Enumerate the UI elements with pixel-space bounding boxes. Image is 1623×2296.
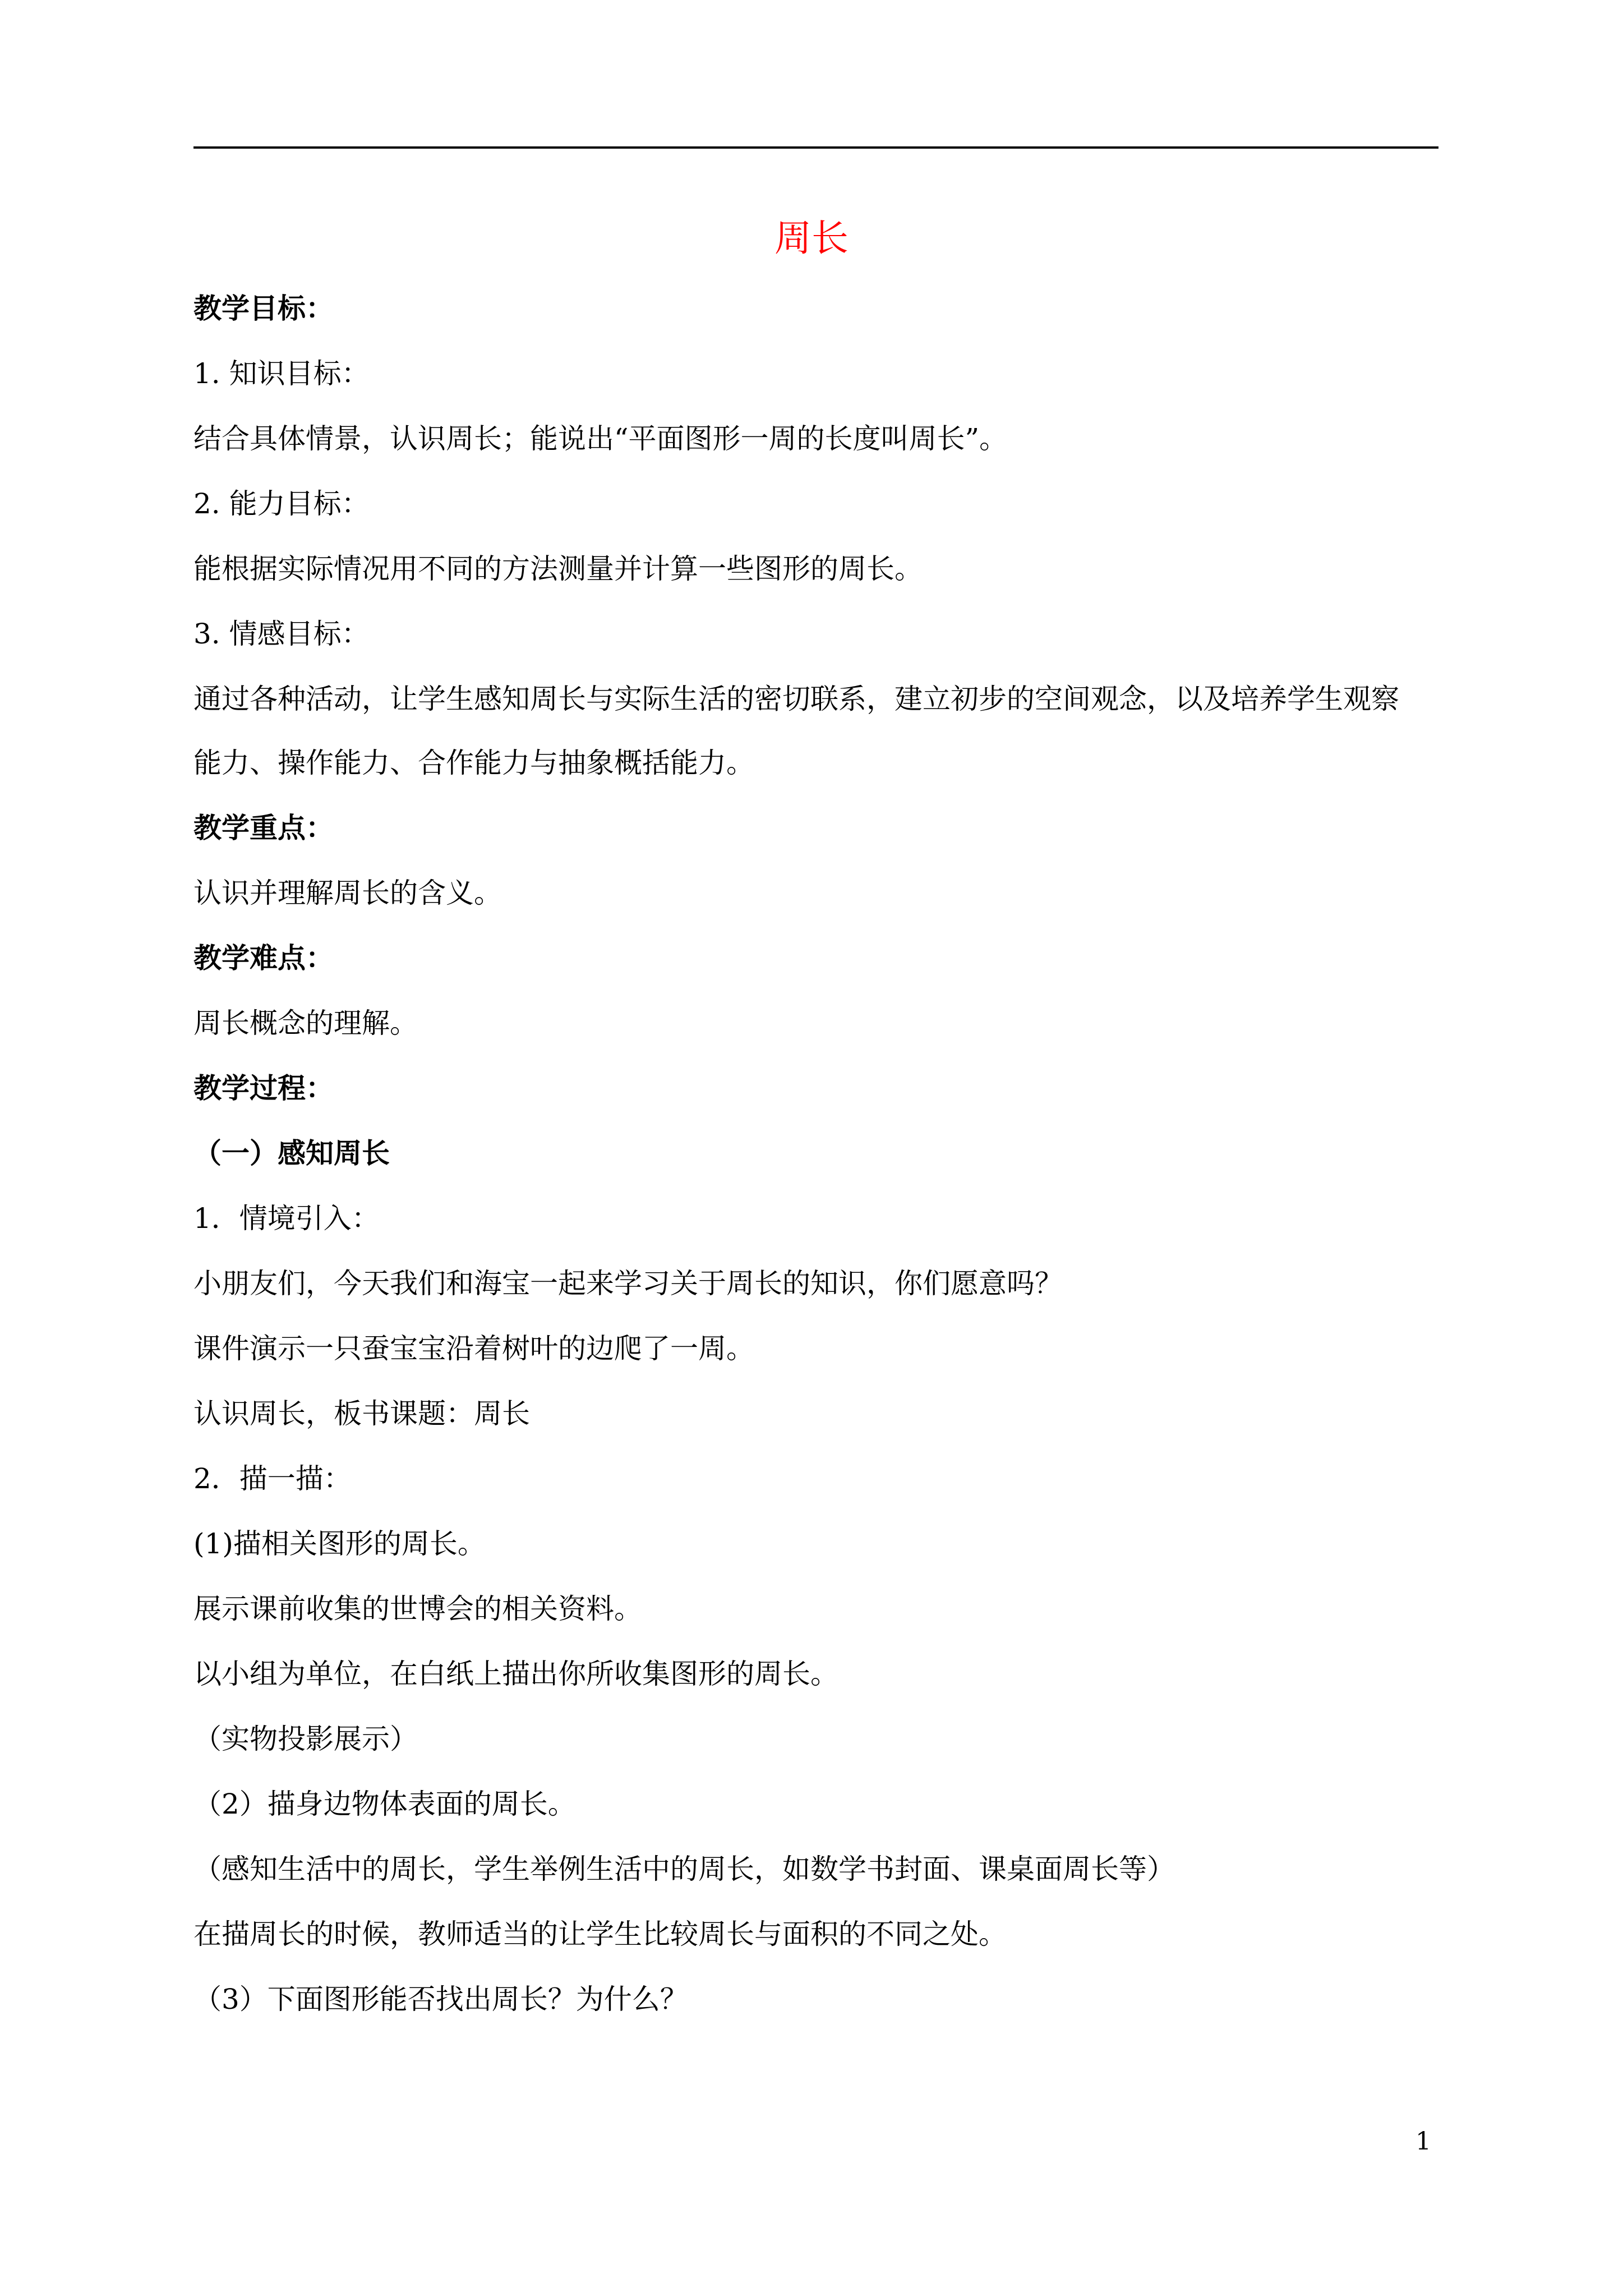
paragraph: 以小组为单位，在白纸上描出你所收集图形的周长。 xyxy=(193,1658,838,1690)
objective-emotion-heading: 3. 情感目标： xyxy=(193,618,370,650)
key-points-text: 认识并理解周长的含义。 xyxy=(193,877,502,909)
paragraph: （实物投影展示） xyxy=(193,1723,418,1755)
step-scenario-heading: 1．情境引入： xyxy=(193,1202,380,1235)
section-heading-process: 教学过程： xyxy=(193,1071,334,1105)
step-trace-heading: 2．描一描： xyxy=(193,1462,352,1495)
difficulties-text: 周长概念的理解。 xyxy=(193,1007,418,1039)
paragraph: 课件演示一只蚕宝宝沿着树叶的边爬了一周。 xyxy=(193,1332,754,1365)
document-title: 周长 xyxy=(774,217,849,260)
paragraph: 认识周长，板书课题：周长 xyxy=(193,1397,530,1430)
header-rule xyxy=(193,146,1438,149)
objective-emotion-text-line2: 能力、操作能力、合作能力与抽象概括能力。 xyxy=(193,747,754,779)
paragraph: （2）描身边物体表面的周长。 xyxy=(193,1788,576,1820)
section-heading-key-points: 教学重点： xyxy=(193,811,334,844)
section-heading-difficulties: 教学难点： xyxy=(193,941,334,974)
objective-emotion-text-line1: 通过各种活动，让学生感知周长与实际生活的密切联系，建立初步的空间观念，以及培养学生观察 xyxy=(193,683,1399,715)
section-heading-objectives: 教学目标： xyxy=(193,292,334,325)
paragraph: 展示课前收集的世博会的相关资料。 xyxy=(193,1593,642,1625)
paragraph: (1)描相关图形的周长。 xyxy=(193,1527,486,1560)
paragraph: （3）下面图形能否找出周长？为什么？ xyxy=(193,1983,688,2016)
page-number: 1 xyxy=(1415,2127,1431,2156)
paragraph: 小朋友们，今天我们和海宝一起来学习关于周长的知识，你们愿意吗？ xyxy=(193,1267,1063,1300)
objective-ability-heading: 2. 能力目标： xyxy=(193,487,370,520)
paragraph: （感知生活中的周长，学生举例生活中的周长，如数学书封面、课桌面周长等） xyxy=(193,1853,1175,1885)
objective-knowledge-heading: 1. 知识目标： xyxy=(193,357,370,390)
objective-ability-text: 能根据实际情况用不同的方法测量并计算一些图形的周长。 xyxy=(193,553,923,585)
paragraph: 在描周长的时候，教师适当的让学生比较周长与面积的不同之处。 xyxy=(193,1918,1007,1950)
objective-knowledge-text: 结合具体情景，认识周长；能说出“平面图形一周的长度叫周长”。 xyxy=(193,422,1008,455)
subsection-heading-perceive: （一）感知周长 xyxy=(193,1137,390,1170)
document-body xyxy=(193,292,1438,2047)
